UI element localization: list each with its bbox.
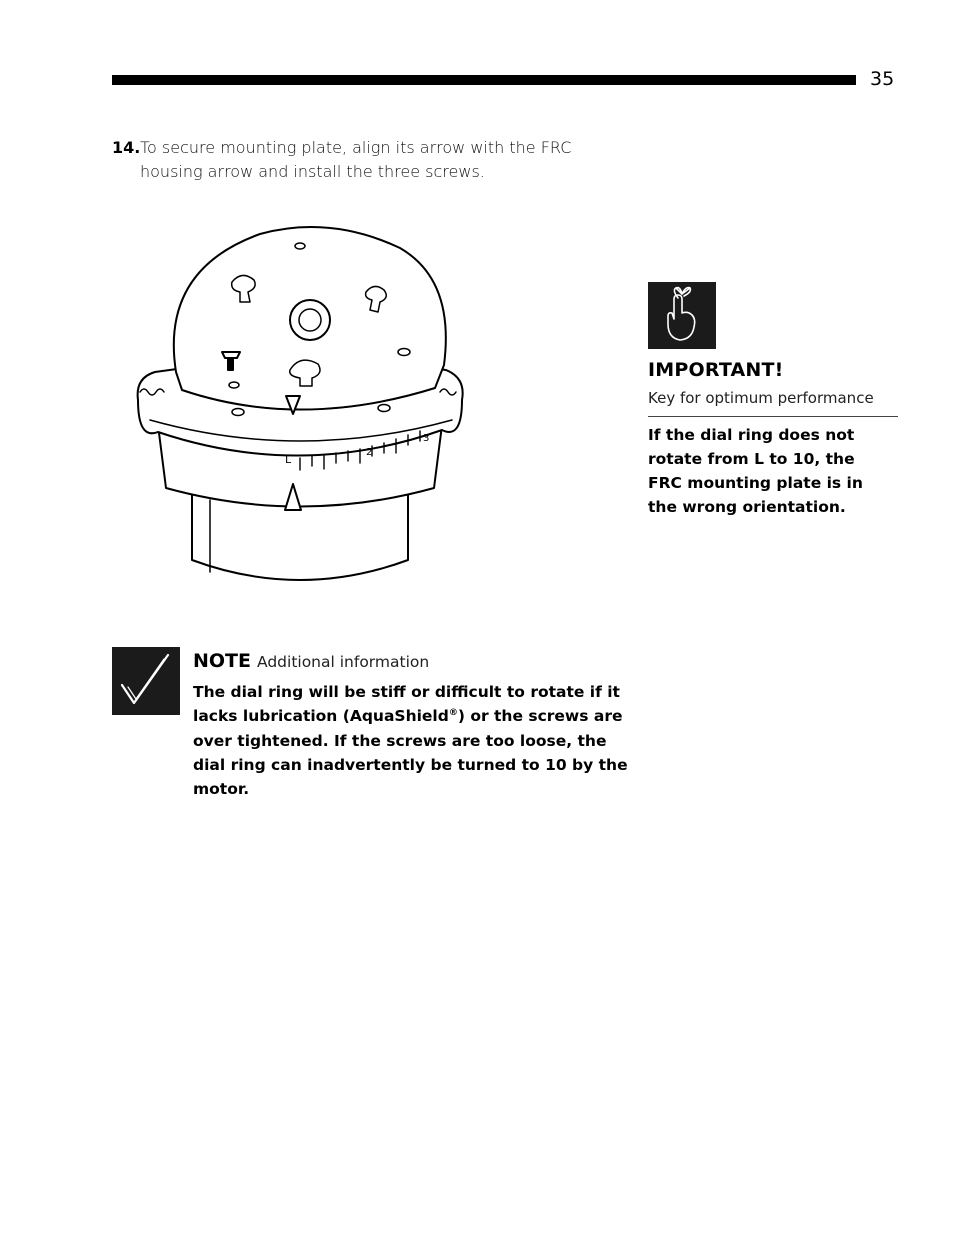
important-title: IMPORTANT! (648, 359, 784, 381)
important-body: If the dial ring does not rotate from L to 10, the FRC mounting plate is in the wrong orientation. (648, 426, 863, 516)
important-divider (648, 416, 898, 417)
registered-mark: ® (448, 708, 458, 719)
important-subtitle: Key for optimum performance (648, 389, 874, 407)
note-body (193, 680, 643, 801)
dial-label-l: L (285, 453, 292, 466)
step-number: 14. (112, 138, 141, 157)
step-14 (112, 136, 632, 184)
note-subtitle: Additional information (257, 653, 430, 671)
frc-mounting-plate-illustration (130, 222, 475, 594)
page-number: 35 (870, 68, 895, 90)
step-text: To secure mounting plate, align its arrow with the FRC housing arrow and install the three screws. (140, 138, 572, 181)
dial-label-2: 2 (366, 447, 373, 458)
finger-string-icon (648, 282, 716, 349)
checkmark-icon (112, 647, 180, 715)
note-body-text-end: ) or the screws are over tightened. If the screws are too loose, the dial ring can inadvertently be turned to 10 by the motor. (193, 707, 628, 799)
note-body-text: The dial ring will be stiff or difficult to rotate if it lacks lubrication (AquaShield (193, 683, 620, 726)
note-title: NOTE (193, 650, 251, 672)
note-heading (193, 650, 429, 672)
header-bar (112, 75, 856, 85)
dial-label-3: 3 (423, 433, 430, 444)
